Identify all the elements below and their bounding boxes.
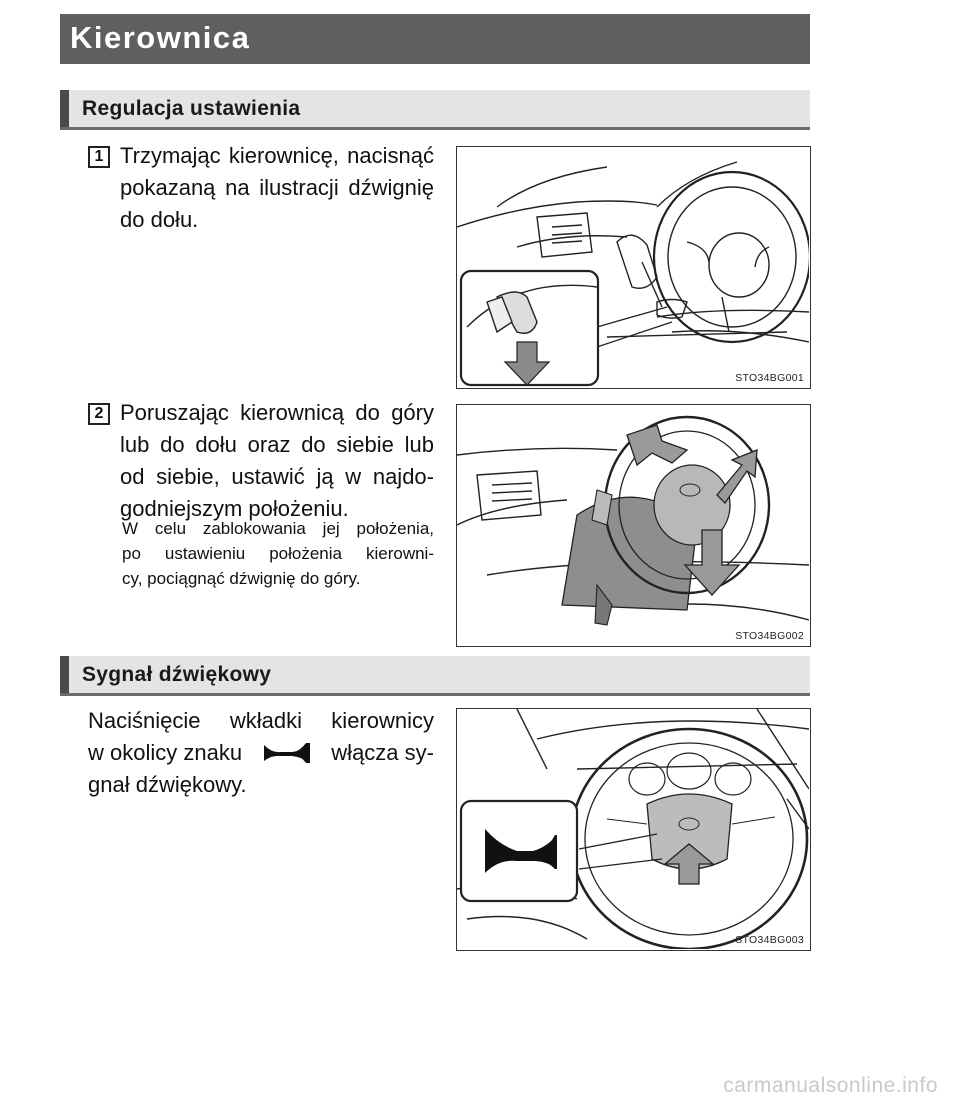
step-number-1: 1 — [88, 146, 110, 168]
horn-line-2 — [88, 737, 434, 769]
section-accent — [60, 656, 69, 693]
step-2-note-line: cy, pociągnąć dźwignię do góry. — [122, 569, 361, 588]
figure-steering-lever — [456, 146, 811, 389]
section-accent — [60, 90, 69, 127]
horn-line-2-after: włącza sy- — [331, 740, 434, 765]
section-title: Sygnał dźwiękowy — [82, 663, 272, 686]
horn-text — [88, 705, 434, 801]
step-2-text — [120, 397, 434, 525]
figure-steering-adjust — [456, 404, 811, 647]
step-2-line: od siebie, ustawić ją w najdo- — [120, 464, 434, 489]
step-2-note-line: W celu zablokowania jej położenia, — [122, 519, 434, 538]
steering-lever-illustration — [457, 147, 809, 387]
steering-adjust-illustration — [457, 405, 809, 645]
step-2-line: Poruszając kierownicą do góry — [120, 400, 434, 425]
step-1-text — [120, 140, 434, 236]
horn-illustration — [457, 709, 809, 949]
figure-horn — [456, 708, 811, 951]
page-title: Kierownica — [70, 20, 251, 55]
section-title: Regulacja ustawienia — [82, 97, 301, 120]
step-1-line: do dołu. — [120, 207, 199, 232]
step-number-2: 2 — [88, 403, 110, 425]
section-header-sygnal — [60, 656, 810, 696]
watermark: carmanualsonline.info — [723, 1074, 938, 1097]
horn-line-1: Naciśnięcie wkładki kierownicy — [88, 708, 434, 733]
section-header-regulacja — [60, 90, 810, 130]
step-2-line: godniejszym położeniu. — [120, 496, 349, 521]
horn-line-3: gnał dźwiękowy. — [88, 772, 247, 797]
step-1-line: pokazaną na ilustracji dźwignię — [120, 175, 434, 200]
step-2-note-line: po ustawieniu położenia kierowni- — [122, 544, 434, 563]
figure-code: STO34BG001 — [735, 372, 804, 384]
step-1-line: Trzymając kierownicę, nacisnąć — [120, 143, 434, 168]
step-2-note — [122, 516, 434, 591]
page-title-bar — [60, 14, 810, 64]
figure-code: STO34BG002 — [735, 630, 804, 642]
figure-code: STO34BG003 — [735, 934, 804, 946]
horn-line-2-before: w okolicy znaku — [88, 740, 243, 765]
horn-icon — [262, 739, 312, 767]
step-2-line: lub do dołu oraz do siebie lub — [120, 432, 434, 457]
